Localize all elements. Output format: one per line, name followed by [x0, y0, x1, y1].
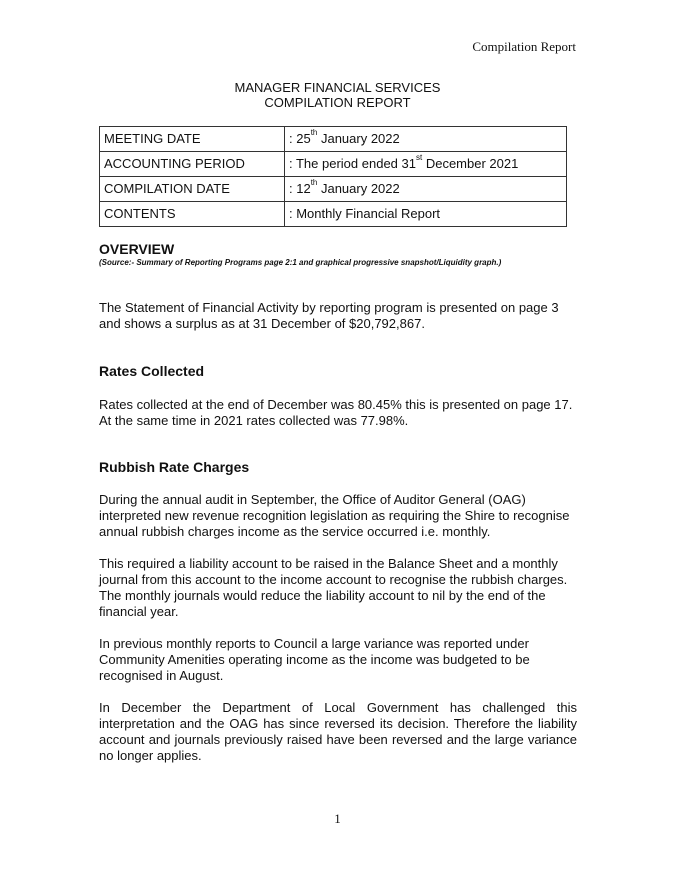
table-row [100, 177, 567, 202]
rubbish-paragraph-4: In December the Department of Local Government has challenged this interpretation and the OAG has since reversed its decision. Therefore the liability account and journals previously raised have been reversed and the large variance no longer applies. [99, 700, 577, 763]
rates-heading: Rates Collected [99, 363, 205, 379]
title-line-2: COMPILATION REPORT [264, 95, 411, 110]
table-row [100, 152, 567, 177]
rubbish-paragraph-1: During the annual audit in September, the Office of Auditor General (OAG) interpreted new revenue recognition legislation as requiring the Shire to recognise annual rubbish charges income as the service occurred i.e. monthly. [99, 492, 570, 539]
meta-value: : 25th January 2022 [285, 127, 567, 152]
rubbish-paragraph-2: This required a liability account to be raised in the Balance Sheet and a monthly journal from this account to the income account to recognise the rubbish charges. The monthly journals would reduce the liability account to nil by the end of the financial year. [99, 556, 568, 619]
meta-key: MEETING DATE [100, 127, 285, 152]
page-number: 1 [334, 811, 341, 826]
rubbish-heading: Rubbish Rate Charges [99, 459, 250, 475]
table-row [100, 127, 567, 152]
meta-table [99, 126, 567, 227]
overview-paragraph: The Statement of Financial Activity by reporting program is presented on page 3 and shows a surplus as at 31 December of $20,792,867. [99, 300, 559, 331]
meta-key: ACCOUNTING PERIOD [100, 152, 285, 177]
rates-paragraph: Rates collected at the end of December was 80.45% this is presented on page 17. At the same time in 2021 rates collected was 77.98%. [99, 397, 573, 428]
overview-source-note: (Source:- Summary of Reporting Programs page 2:1 and graphical progressive snapshot/Liquidity graph.) [99, 258, 502, 267]
table-row [100, 202, 567, 227]
meta-value: : 12th January 2022 [285, 177, 567, 202]
running-header: Compilation Report [472, 39, 576, 54]
overview-heading: OVERVIEW [99, 241, 175, 257]
meta-key: CONTENTS [100, 202, 285, 227]
meta-value: : The period ended 31st December 2021 [285, 152, 567, 177]
rubbish-paragraph-3: In previous monthly reports to Council a large variance was reported under Community Amenities operating income as the income was budgeted to be recognised in August. [99, 636, 530, 683]
meta-value: : Monthly Financial Report [285, 202, 567, 227]
title-line-1: MANAGER FINANCIAL SERVICES [234, 80, 441, 95]
report-title [0, 80, 675, 110]
meta-key: COMPILATION DATE [100, 177, 285, 202]
